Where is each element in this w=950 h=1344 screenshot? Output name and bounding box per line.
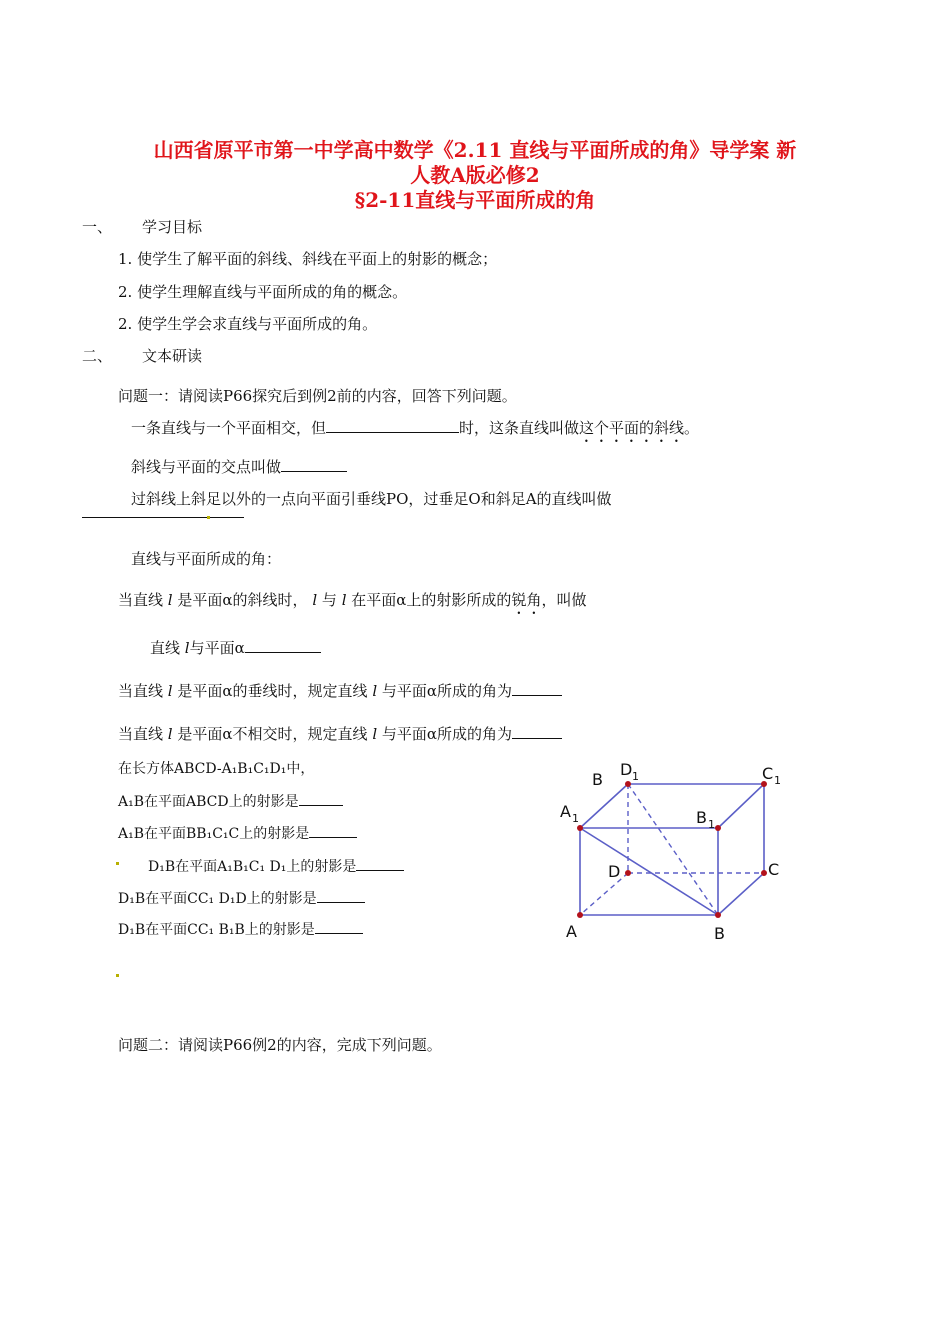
text: 是平面α的斜线时， — [177, 591, 308, 609]
text: A₁B在平面BB₁C₁C上的射影是 — [118, 826, 310, 842]
cuboid-figure — [552, 755, 792, 955]
q1-l1d: 。 — [684, 419, 700, 437]
text: 是平面α不相交时，规定直线 — [177, 725, 368, 743]
projection-item-3 — [148, 856, 404, 876]
answer-blank-6[interactable] — [512, 724, 562, 739]
label-stray-B: B — [592, 770, 603, 789]
text: ，叫做 — [541, 591, 587, 609]
hidden-edge-DA — [580, 873, 628, 915]
text: 当直线 — [118, 682, 164, 700]
q1-l1c: 这个平面的斜线 — [579, 419, 685, 437]
point-C — [761, 870, 767, 876]
text: D₁B在平面CC₁ D₁D上的射影是 — [118, 891, 317, 907]
q1-line-angle-name — [150, 637, 321, 658]
q1-line-foot — [131, 456, 347, 477]
q1-line-oblique-def — [131, 417, 699, 446]
var-l: l — [312, 591, 318, 609]
q1-line-perpendicular — [118, 680, 562, 701]
point-B1 — [715, 825, 721, 831]
edge-C1B1 — [718, 784, 764, 828]
text: D₁B在平面A₁B₁C₁ D₁上的射影是 — [148, 859, 357, 875]
edge-CB — [718, 873, 764, 915]
label-C1: C — [762, 764, 774, 783]
text: A₁B在平面ABCD上的射影是 — [118, 794, 299, 810]
doc-subtitle: §2-11直线与平面所成的角 — [354, 188, 596, 212]
answer-blank-3[interactable] — [82, 503, 244, 518]
answer-blank-2[interactable] — [281, 457, 347, 472]
answer-blank-8[interactable] — [309, 823, 357, 838]
var-l: l — [167, 725, 173, 743]
label-A: A — [566, 922, 577, 941]
text: 与 — [321, 591, 337, 609]
text: 当直线 — [118, 591, 164, 609]
scan-speck — [116, 862, 119, 865]
projection-item-5 — [118, 919, 363, 939]
text: D₁B在平面CC₁ B₁B上的射影是 — [118, 922, 315, 938]
label-D1-sub: 1 — [632, 770, 639, 783]
label-C1-sub: 1 — [774, 774, 781, 787]
label-A1: A — [560, 802, 571, 821]
text: 与平面α所成的角为 — [381, 725, 513, 743]
question1-intro: 问题一：请阅读P66探究后到例2前的内容，回答下列问题。 — [118, 387, 517, 405]
q1-l1a: 一条直线与一个平面相交，但 — [131, 419, 327, 437]
q1-line-parallel — [118, 723, 562, 744]
goal-item-2: 2. 使学生理解直线与平面所成的角的概念。 — [118, 283, 408, 301]
var-l: l — [341, 591, 347, 609]
point-A — [577, 912, 583, 918]
label-B1: B — [696, 808, 707, 827]
q1-l1b: 时，这条直线叫做 — [459, 419, 580, 437]
projection-item-2 — [118, 823, 357, 843]
goal-item-3: 2. 使学生学会求直线与平面所成的角。 — [118, 315, 378, 333]
section1-heading: 学习目标 — [142, 218, 203, 236]
goal-item-1: 1. 使学生了解平面的斜线、斜线在平面上的射影的概念； — [118, 250, 498, 268]
acute-angle-emph: 锐角 — [511, 591, 542, 609]
label-B: B — [714, 924, 725, 943]
q1-line-projection: 过斜线上斜足以外的一点向平面引垂线PO，过垂足O和斜足A的直线叫做 — [131, 490, 612, 508]
var-l: l — [372, 682, 378, 700]
point-A1 — [577, 825, 583, 831]
var-l: l — [372, 725, 378, 743]
text: 直线 — [150, 639, 181, 657]
answer-blank-5[interactable] — [512, 681, 562, 696]
label-C: C — [768, 860, 780, 879]
edge-A1D1 — [580, 784, 628, 828]
q1-angle-heading: 直线与平面所成的角： — [131, 550, 282, 568]
label-B1-sub: 1 — [708, 818, 715, 831]
label-A1-sub: 1 — [572, 812, 579, 825]
text: 与平面α — [189, 639, 245, 657]
q1-l2: 斜线与平面的交点叫做 — [131, 458, 282, 476]
label-D1: D — [620, 760, 633, 779]
label-D: D — [608, 862, 621, 881]
scan-speck — [116, 974, 119, 977]
answer-blank-4[interactable] — [245, 638, 321, 653]
edge-A1B — [580, 828, 718, 915]
doc-title-line1: 山西省原平市第一中学高中数学《2.11 直线与平面所成的角》导学案 新 — [153, 138, 797, 162]
section2-heading: 文本研读 — [142, 347, 203, 365]
point-D — [625, 870, 631, 876]
answer-blank-11[interactable] — [315, 919, 363, 934]
projection-item-4 — [118, 888, 365, 908]
text: 与平面α所成的角为 — [381, 682, 513, 700]
answer-blank-7[interactable] — [299, 791, 343, 806]
question2-intro: 问题二：请阅读P66例2的内容，完成下列问题。 — [118, 1036, 442, 1054]
text: 当直线 — [118, 725, 164, 743]
point-B — [715, 912, 721, 918]
q1-line-oblique-angle — [118, 589, 586, 618]
answer-blank-9[interactable] — [356, 856, 404, 871]
section2-number: 二、 — [82, 347, 113, 365]
scan-speck — [207, 516, 210, 519]
text: 在平面α上的射影所成的 — [351, 591, 512, 609]
point-D1 — [625, 781, 631, 787]
var-l: l — [167, 682, 173, 700]
cuboid-intro: 在长方体ABCD-A₁B₁C₁D₁中， — [118, 761, 315, 777]
section1-number: 一、 — [82, 218, 113, 236]
var-l: l — [167, 591, 173, 609]
hidden-diagonal-D1B — [628, 784, 718, 915]
var-l: l — [184, 639, 190, 657]
text: 是平面α的垂线时，规定直线 — [177, 682, 368, 700]
answer-blank-1[interactable] — [326, 418, 459, 433]
doc-title-line2: 人教A版必修2 — [410, 163, 540, 187]
projection-item-1 — [118, 791, 343, 811]
answer-blank-10[interactable] — [317, 888, 365, 903]
